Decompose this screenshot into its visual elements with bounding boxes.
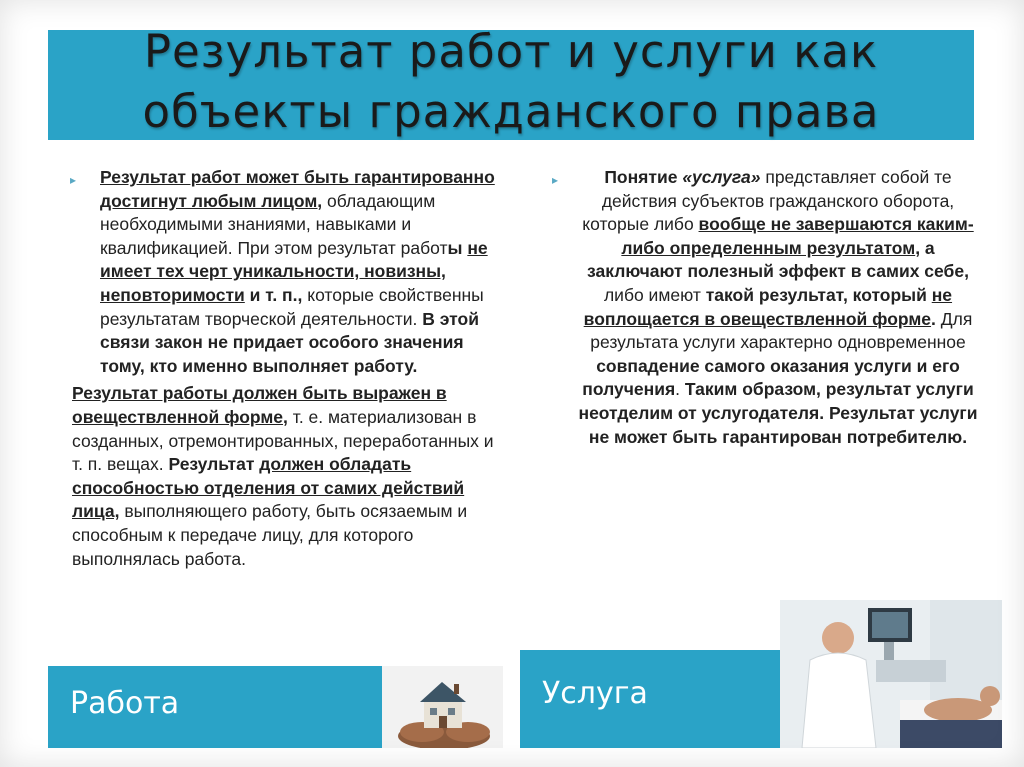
right-column bbox=[552, 166, 980, 449]
slide-title bbox=[48, 22, 974, 142]
bullet-arrow-icon: ▸ bbox=[70, 173, 77, 187]
doctor-ultrasound-image bbox=[780, 600, 1002, 748]
left-column bbox=[72, 166, 502, 571]
footer-service-banner bbox=[520, 650, 780, 748]
title-line-2: объекты гражданского права bbox=[142, 85, 880, 138]
house-in-hands-image bbox=[382, 666, 503, 748]
house-in-hands-icon bbox=[382, 666, 503, 748]
left-paragraph-1: ▸ Результат работ может быть гарантированно достигнут любым лицом, обладающим необходимыми знаниями, навыками и квалификацией. При этом результат работы не имеет тех черт уникальности, новизны, неповторимости и т. п., которые свойственны результатам творческой деятельности. В этой связи закон не придает особого значения тому, кто именно выполняет работу. bbox=[70, 167, 495, 376]
bullet-arrow-icon: ▸ bbox=[552, 173, 559, 187]
footer-work-label: Работа bbox=[70, 686, 180, 721]
left-paragraph-2: Результат работы должен быть выражен в овеществленной форме, т. е. материализован в созданных, отремонтированных, переработанных и т. п. вещах. Результат должен обладать способностью отделения от самих действий лица, выполняющего работу, быть осязаемым и способным к передаче лицу, для которого выполнялась работа. bbox=[72, 383, 494, 569]
title-line-1: Результат работ и услуги как bbox=[143, 25, 879, 78]
doctor-patient-icon bbox=[780, 600, 1002, 748]
right-paragraph-1: ▸ Понятие «услуга» представляет собой те действия субъектов гражданского оборота, которые либо вообще не завершаются каким-либо определенным результатом, а заключают полезный эффект в самих себе, либо имеют такой результат, который не воплощается в овеществленной форме. Для результата услуги характерно одновременное совпадение самого оказания услуги и его получения. Таким образом, результат услуги неотделим от услугодателя. Результат услуги не может быть гарантирован потребителю. bbox=[552, 167, 978, 447]
footer-service-label: Услуга bbox=[542, 676, 648, 711]
